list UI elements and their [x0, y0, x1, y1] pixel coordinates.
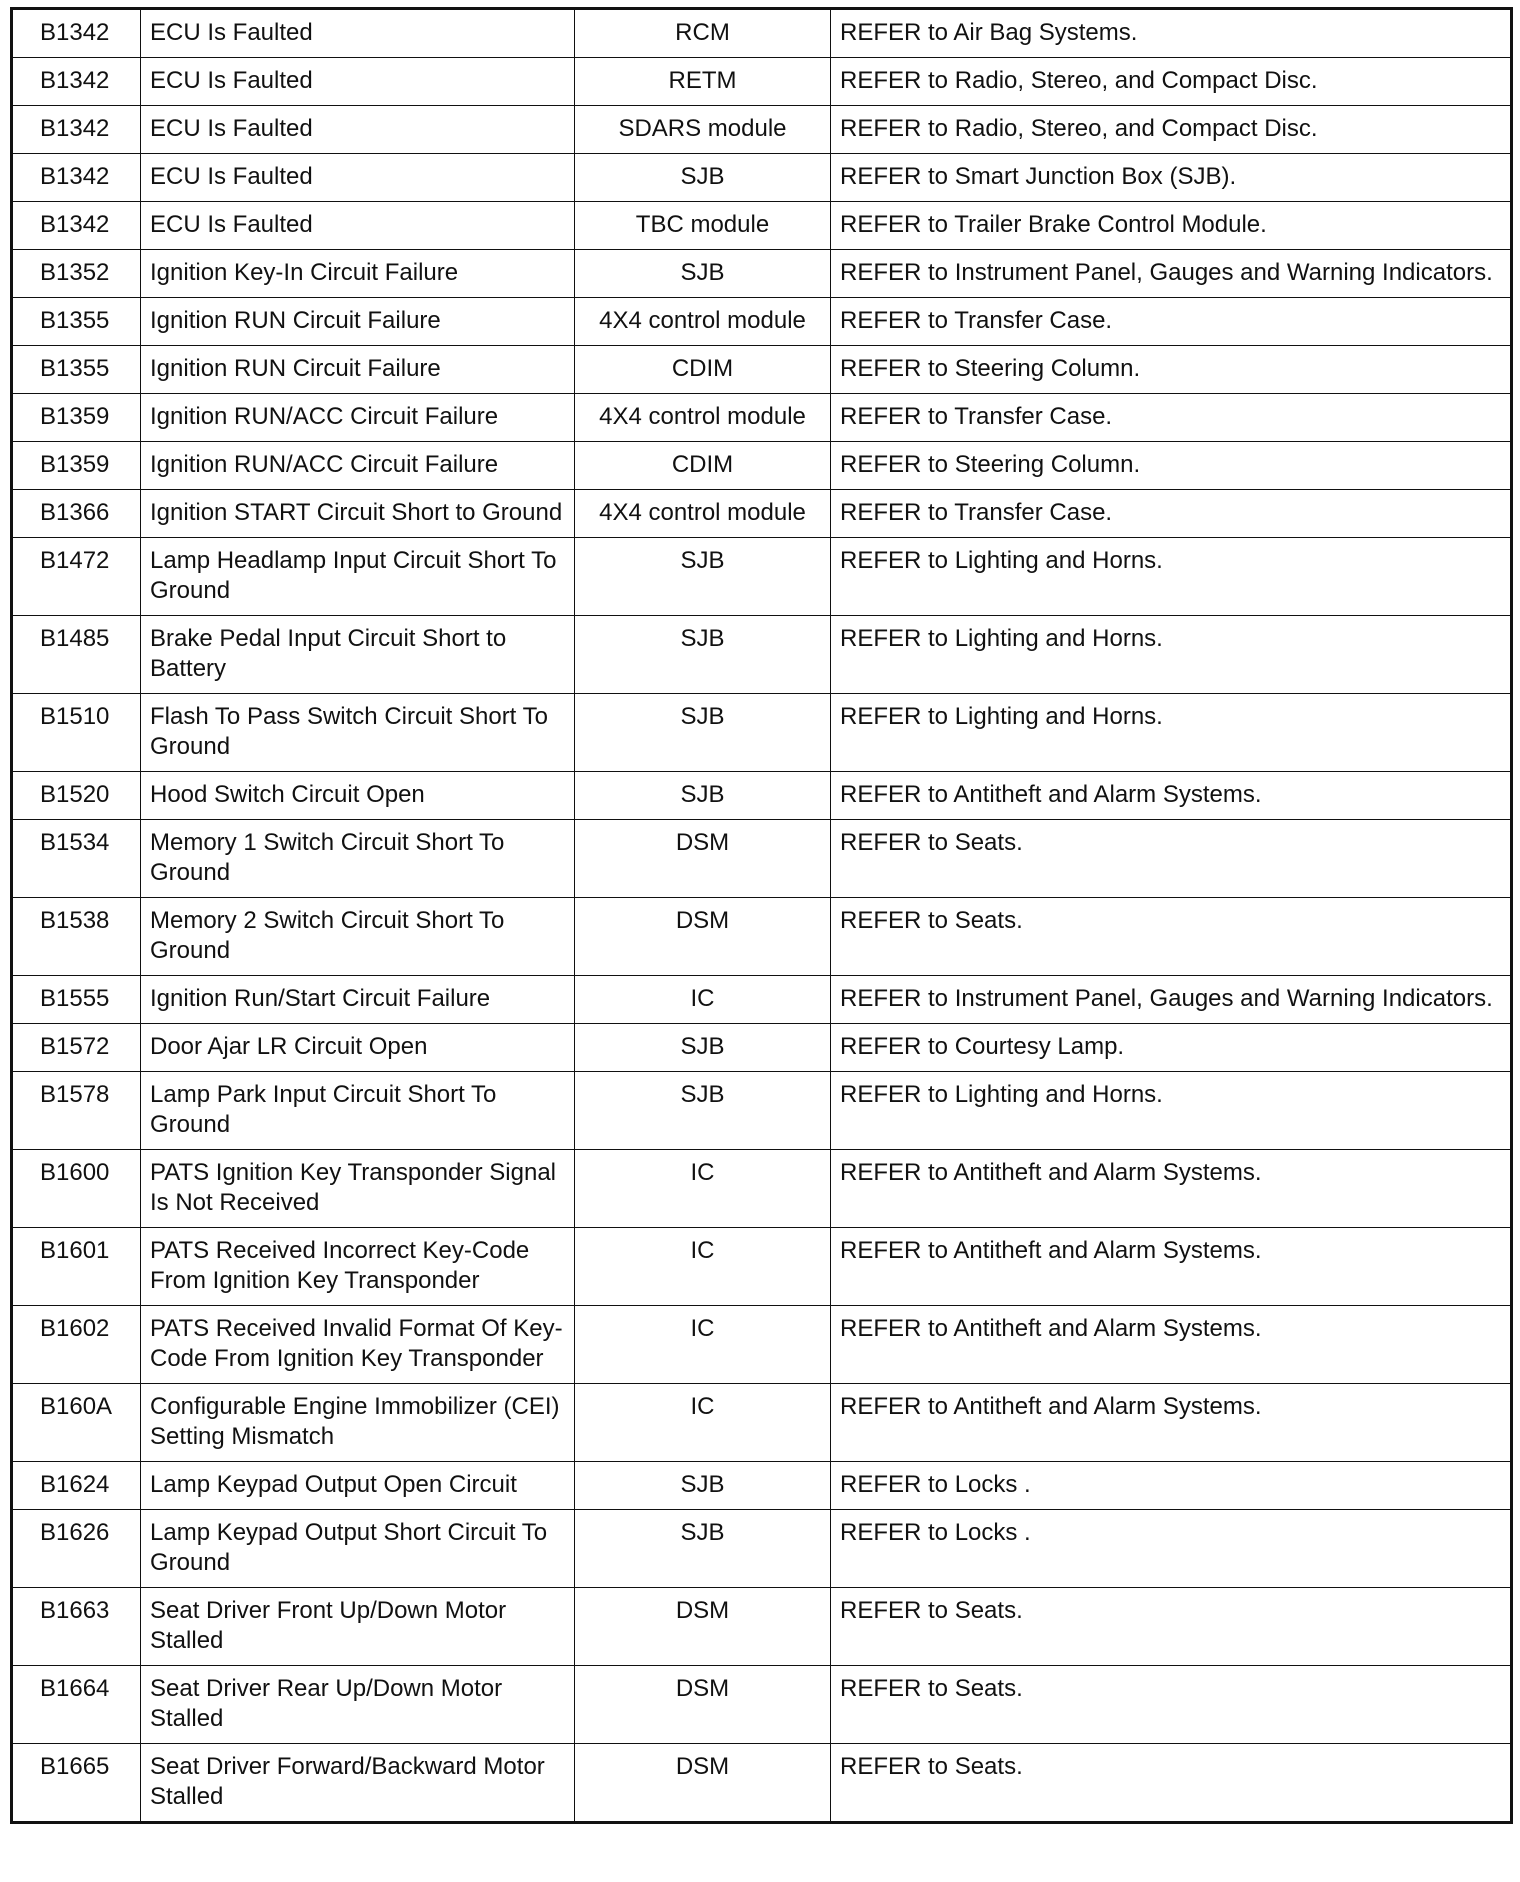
table-row	[12, 9, 1512, 58]
dtc-code-cell: B1624	[12, 1462, 141, 1510]
table-row	[12, 1744, 1512, 1823]
module-cell: CDIM	[575, 442, 831, 490]
dtc-code-cell: B1352	[12, 250, 141, 298]
dtc-description-cell: ECU Is Faulted	[141, 106, 575, 154]
table-row	[12, 154, 1512, 202]
module-cell: 4X4 control module	[575, 490, 831, 538]
table-row	[12, 1510, 1512, 1588]
dtc-description-cell: Ignition RUN/ACC Circuit Failure	[141, 442, 575, 490]
dtc-description-cell: PATS Ignition Key Transponder Signal Is Not Received	[141, 1150, 575, 1228]
module-cell: 4X4 control module	[575, 394, 831, 442]
action-cell: REFER to Instrument Panel, Gauges and Warning Indicators.	[831, 976, 1512, 1024]
dtc-description-cell: ECU Is Faulted	[141, 58, 575, 106]
dtc-description-cell: Ignition RUN Circuit Failure	[141, 346, 575, 394]
dtc-code-cell: B1342	[12, 202, 141, 250]
table-row	[12, 1462, 1512, 1510]
action-cell: REFER to Lighting and Horns.	[831, 538, 1512, 616]
dtc-code-cell: B1601	[12, 1228, 141, 1306]
module-cell: SJB	[575, 154, 831, 202]
dtc-code-cell: B1342	[12, 106, 141, 154]
module-cell: DSM	[575, 898, 831, 976]
table-row	[12, 976, 1512, 1024]
action-cell: REFER to Radio, Stereo, and Compact Disc.	[831, 106, 1512, 154]
action-cell: REFER to Locks .	[831, 1462, 1512, 1510]
dtc-description-cell: ECU Is Faulted	[141, 9, 575, 58]
dtc-code-cell: B1578	[12, 1072, 141, 1150]
action-cell: REFER to Radio, Stereo, and Compact Disc.	[831, 58, 1512, 106]
module-cell: SDARS module	[575, 106, 831, 154]
dtc-code-cell: B1534	[12, 820, 141, 898]
action-cell: REFER to Transfer Case.	[831, 490, 1512, 538]
dtc-code-cell: B1626	[12, 1510, 141, 1588]
module-cell: SJB	[575, 772, 831, 820]
module-cell: 4X4 control module	[575, 298, 831, 346]
module-cell: IC	[575, 976, 831, 1024]
action-cell: REFER to Transfer Case.	[831, 298, 1512, 346]
action-cell: REFER to Trailer Brake Control Module.	[831, 202, 1512, 250]
dtc-description-cell: ECU Is Faulted	[141, 202, 575, 250]
module-cell: SJB	[575, 1024, 831, 1072]
action-cell: REFER to Antitheft and Alarm Systems.	[831, 1306, 1512, 1384]
table-row	[12, 820, 1512, 898]
table-row	[12, 1072, 1512, 1150]
module-cell: IC	[575, 1228, 831, 1306]
dtc-description-cell: Ignition RUN/ACC Circuit Failure	[141, 394, 575, 442]
module-cell: RCM	[575, 9, 831, 58]
action-cell: REFER to Seats.	[831, 1588, 1512, 1666]
dtc-description-cell: Ignition START Circuit Short to Ground	[141, 490, 575, 538]
dtc-code-cell: B1359	[12, 442, 141, 490]
dtc-code-cell: B1510	[12, 694, 141, 772]
action-cell: REFER to Air Bag Systems.	[831, 9, 1512, 58]
dtc-code-cell: B1366	[12, 490, 141, 538]
dtc-code-cell: B1664	[12, 1666, 141, 1744]
module-cell: SJB	[575, 1462, 831, 1510]
dtc-description-cell: Hood Switch Circuit Open	[141, 772, 575, 820]
action-cell: REFER to Instrument Panel, Gauges and Warning Indicators.	[831, 250, 1512, 298]
table-row	[12, 1384, 1512, 1462]
action-cell: REFER to Seats.	[831, 1666, 1512, 1744]
dtc-table	[10, 7, 1513, 1824]
action-cell: REFER to Steering Column.	[831, 346, 1512, 394]
action-cell: REFER to Transfer Case.	[831, 394, 1512, 442]
module-cell: SJB	[575, 1072, 831, 1150]
dtc-description-cell: Ignition RUN Circuit Failure	[141, 298, 575, 346]
dtc-code-cell: B1520	[12, 772, 141, 820]
dtc-description-cell: PATS Received Incorrect Key-Code From Ignition Key Transponder	[141, 1228, 575, 1306]
table-row	[12, 346, 1512, 394]
module-cell: SJB	[575, 616, 831, 694]
table-row	[12, 202, 1512, 250]
action-cell: REFER to Smart Junction Box (SJB).	[831, 154, 1512, 202]
dtc-table-body	[12, 9, 1512, 1823]
dtc-code-cell: B1472	[12, 538, 141, 616]
table-row	[12, 58, 1512, 106]
module-cell: CDIM	[575, 346, 831, 394]
module-cell: SJB	[575, 538, 831, 616]
module-cell: SJB	[575, 694, 831, 772]
dtc-code-cell: B160A	[12, 1384, 141, 1462]
table-row	[12, 538, 1512, 616]
table-row	[12, 490, 1512, 538]
module-cell: SJB	[575, 250, 831, 298]
table-row	[12, 1666, 1512, 1744]
table-row	[12, 772, 1512, 820]
module-cell: TBC module	[575, 202, 831, 250]
table-row	[12, 106, 1512, 154]
table-row	[12, 1588, 1512, 1666]
module-cell: DSM	[575, 820, 831, 898]
action-cell: REFER to Lighting and Horns.	[831, 616, 1512, 694]
action-cell: REFER to Antitheft and Alarm Systems.	[831, 1384, 1512, 1462]
dtc-code-cell: B1600	[12, 1150, 141, 1228]
dtc-description-cell: Brake Pedal Input Circuit Short to Battery	[141, 616, 575, 694]
table-row	[12, 394, 1512, 442]
module-cell: IC	[575, 1306, 831, 1384]
table-row	[12, 616, 1512, 694]
action-cell: REFER to Seats.	[831, 898, 1512, 976]
table-row	[12, 1306, 1512, 1384]
action-cell: REFER to Seats.	[831, 1744, 1512, 1823]
action-cell: REFER to Lighting and Horns.	[831, 694, 1512, 772]
dtc-description-cell: Door Ajar LR Circuit Open	[141, 1024, 575, 1072]
table-row	[12, 298, 1512, 346]
dtc-description-cell: Seat Driver Forward/Backward Motor Stalled	[141, 1744, 575, 1823]
action-cell: REFER to Antitheft and Alarm Systems.	[831, 1150, 1512, 1228]
dtc-code-cell: B1665	[12, 1744, 141, 1823]
dtc-description-cell: Lamp Park Input Circuit Short To Ground	[141, 1072, 575, 1150]
table-row	[12, 250, 1512, 298]
dtc-description-cell: Seat Driver Front Up/Down Motor Stalled	[141, 1588, 575, 1666]
dtc-code-cell: B1342	[12, 154, 141, 202]
action-cell: REFER to Lighting and Horns.	[831, 1072, 1512, 1150]
dtc-description-cell: Memory 1 Switch Circuit Short To Ground	[141, 820, 575, 898]
action-cell: REFER to Courtesy Lamp.	[831, 1024, 1512, 1072]
dtc-description-cell: Seat Driver Rear Up/Down Motor Stalled	[141, 1666, 575, 1744]
module-cell: SJB	[575, 1510, 831, 1588]
dtc-code-cell: B1572	[12, 1024, 141, 1072]
dtc-code-cell: B1663	[12, 1588, 141, 1666]
module-cell: DSM	[575, 1588, 831, 1666]
dtc-description-cell: Configurable Engine Immobilizer (CEI) Setting Mismatch	[141, 1384, 575, 1462]
dtc-code-cell: B1342	[12, 9, 141, 58]
table-row	[12, 898, 1512, 976]
action-cell: REFER to Locks .	[831, 1510, 1512, 1588]
dtc-description-cell: Ignition Run/Start Circuit Failure	[141, 976, 575, 1024]
dtc-description-cell: Memory 2 Switch Circuit Short To Ground	[141, 898, 575, 976]
dtc-description-cell: PATS Received Invalid Format Of Key-Code From Ignition Key Transponder	[141, 1306, 575, 1384]
dtc-code-cell: B1355	[12, 346, 141, 394]
dtc-code-cell: B1359	[12, 394, 141, 442]
action-cell: REFER to Steering Column.	[831, 442, 1512, 490]
dtc-description-cell: Ignition Key-In Circuit Failure	[141, 250, 575, 298]
dtc-description-cell: Lamp Keypad Output Short Circuit To Ground	[141, 1510, 575, 1588]
dtc-description-cell: Lamp Headlamp Input Circuit Short To Ground	[141, 538, 575, 616]
dtc-code-cell: B1555	[12, 976, 141, 1024]
dtc-description-cell: ECU Is Faulted	[141, 154, 575, 202]
table-row	[12, 1150, 1512, 1228]
dtc-code-cell: B1342	[12, 58, 141, 106]
table-row	[12, 1228, 1512, 1306]
table-row	[12, 694, 1512, 772]
module-cell: DSM	[575, 1666, 831, 1744]
dtc-description-cell: Lamp Keypad Output Open Circuit	[141, 1462, 575, 1510]
module-cell: DSM	[575, 1744, 831, 1823]
dtc-code-cell: B1602	[12, 1306, 141, 1384]
action-cell: REFER to Seats.	[831, 820, 1512, 898]
table-row	[12, 1024, 1512, 1072]
action-cell: REFER to Antitheft and Alarm Systems.	[831, 772, 1512, 820]
table-row	[12, 442, 1512, 490]
dtc-code-cell: B1355	[12, 298, 141, 346]
module-cell: IC	[575, 1384, 831, 1462]
dtc-code-cell: B1538	[12, 898, 141, 976]
module-cell: IC	[575, 1150, 831, 1228]
action-cell: REFER to Antitheft and Alarm Systems.	[831, 1228, 1512, 1306]
module-cell: RETM	[575, 58, 831, 106]
dtc-code-cell: B1485	[12, 616, 141, 694]
dtc-description-cell: Flash To Pass Switch Circuit Short To Ground	[141, 694, 575, 772]
